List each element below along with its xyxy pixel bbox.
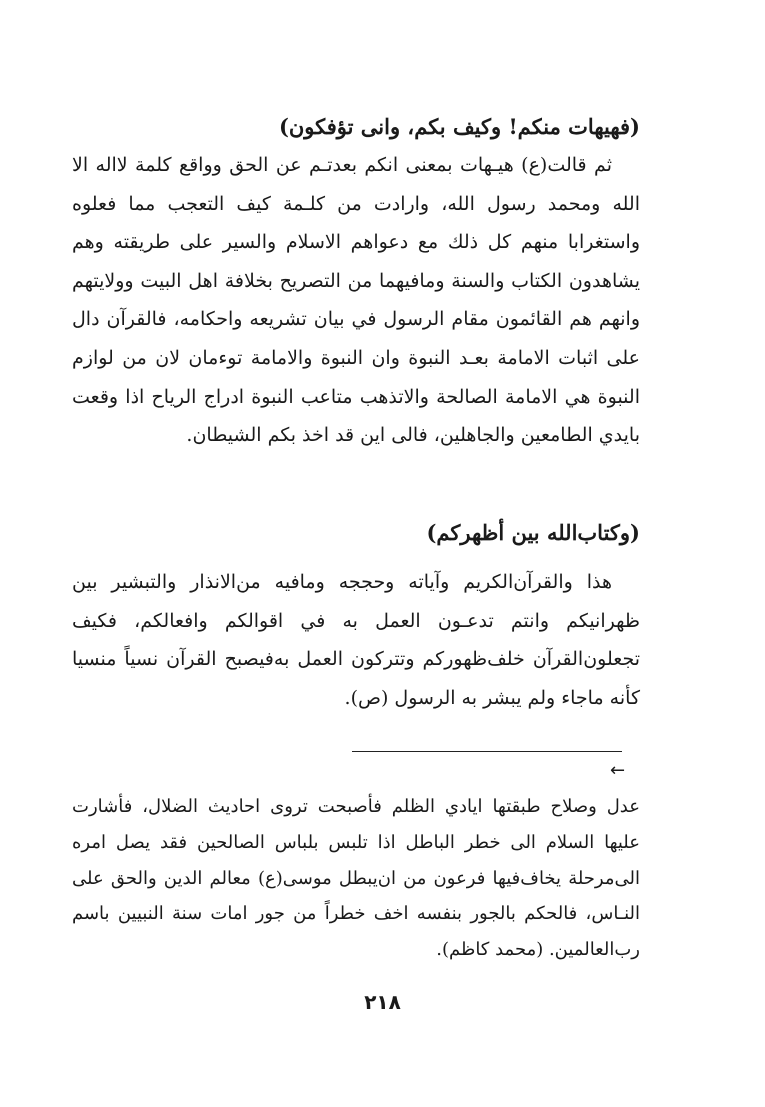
section-heading-1: (فهيهات منكم! وكيف بكم، وانى تؤفكون) <box>278 114 640 139</box>
section-heading-2: (وكتاب‌الله بين أظهركم) <box>426 520 640 545</box>
footnote-separator <box>352 751 622 752</box>
section-paragraph-1: ثم قالت(ع) هيـهات بمعنى انكم بعدتـم عن الحق وواقع كلمة لااله الا الله ومحمد رسول الله، وارادت من كلـمة كيف التعجب مما فعلوه واستغرابا منهم كل ذلك مع دعواهم الاسلام والسير على طريقته وهم يشاهدون الكتاب والسنة ومافيهما من التصريح بخلافة اهل البيت وولايتهم وانهم هم القائمون مقام الرسول في بيان تشريعه واحكامه، فالقرآن دال على اثبات الامامة بعـد النبوة وان النبوة والامامة توءمان لان من لوازم النبوة هي الامامة الصالحة والاتذهب متاعب النبوة ادراج الرياح اذا وقعت بايدي الطامعين والجاهلين، فالى اين قد اخذ بكم الشيطان. <box>72 154 640 447</box>
section-paragraph-2: هذا والقرآن‌الكريم وآياته وحججه ومافيه من‌الانذار والتبشير بين ظهرانيكم وانتم تدعـون العمل به في اقوالكم وافعالكم، فكيف تجعلون‌القرآن خلف‌ظهوركم وتتركون العمل به‌فيصبح القرآن نسياً منسيا كأنه ماجاء ولم يبشر به الرسول (ص). <box>72 571 640 709</box>
footnote-continuation-arrow-icon: ← <box>610 760 626 781</box>
footnote-text: عدل وصلاح طبقتها ايادي الظلم فأصبحت تروى احاديث الضلال، فأشارت عليها السلام الى خطر الباطل اذا تلبس بلباس الصالحين فقد يصل امره الى‌مرحلة يخاف‌فيها فرعون من ان‌يبطل موسى(ع) معالم الدين والحق على النـاس، فالحكم بالجور بنفسه اخف خطراً من جور امات سنة النبيين باسم رب‌العالمين. (محمد كاظم). <box>72 796 640 961</box>
page-number: ٢١٨ <box>364 990 401 1014</box>
